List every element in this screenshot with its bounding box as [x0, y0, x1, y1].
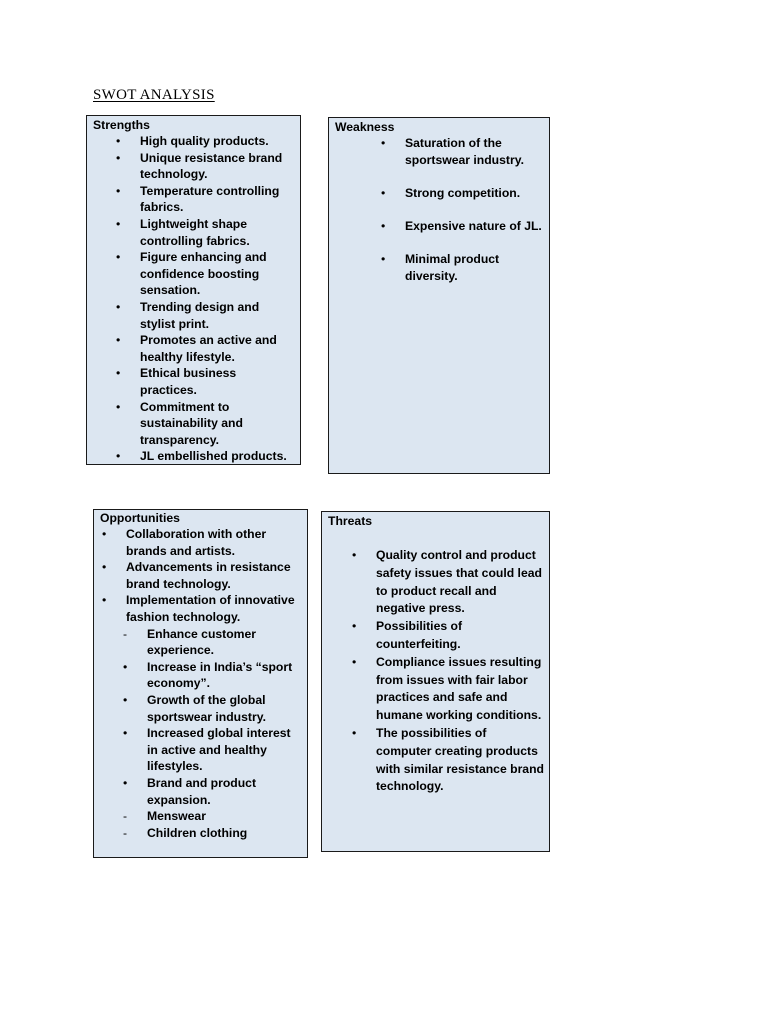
list-item-text: Increase in India’s “sport economy”.: [147, 659, 293, 691]
bullet-marker: •: [123, 775, 128, 790]
bullet-marker: -: [123, 809, 128, 824]
list-item-text: Commitment to sustainability and transparency.: [140, 399, 243, 447]
bullet-marker: •: [116, 216, 121, 231]
bullet-marker: •: [381, 136, 386, 150]
bullet-marker: •: [116, 399, 121, 414]
list-item-text: High quality products.: [140, 134, 269, 148]
list-item: [100, 692, 303, 725]
list-item-text: Figure enhancing and confidence boosting sensation.: [140, 250, 267, 298]
list-item-text: Expensive nature of JL.: [405, 218, 542, 233]
opportunities-list: [100, 526, 303, 841]
list-item-text: Minimal product diversity.: [405, 252, 500, 283]
bullet-marker: •: [116, 150, 121, 165]
list-item-text: Brand and product expansion.: [147, 775, 257, 807]
list-item-text: Growth of the global sportswear industry.: [147, 692, 266, 724]
list-item-text: Compliance issues resulting from issues with fair labor practices and safe and humane working conditions.: [376, 654, 542, 723]
list-item-text: Increased global interest in active and healthy lifestyles.: [147, 726, 291, 774]
list-item-text: Temperature controlling fabrics.: [140, 183, 280, 215]
list-item-text: The possibilities of computer creating products with similar resistance brand technology.: [376, 725, 544, 794]
list-item-text: Menswear: [147, 809, 206, 824]
list-item: [93, 332, 296, 365]
list-item-text: Promotes an active and healthy lifestyle.: [140, 333, 277, 364]
bullet-marker: •: [102, 527, 107, 541]
list-item-text: Possibilities of counterfeiting.: [376, 619, 463, 651]
list-item-text: Quality control and product safety issues that could lead to product recall and negative press.: [376, 548, 542, 616]
bullet-marker: •: [123, 726, 128, 741]
bullet-marker: •: [123, 692, 128, 707]
list-item: [100, 725, 303, 775]
bullet-marker: •: [352, 619, 357, 634]
list-item: [100, 825, 303, 842]
strengths-list: [93, 133, 296, 465]
bullet-marker: •: [123, 659, 128, 674]
list-item: [335, 135, 545, 168]
list-item-text: Ethical business practices.: [140, 366, 237, 397]
list-item-text: Enhance customer experience.: [147, 626, 257, 658]
list-item: [100, 626, 303, 659]
list-item-text: Children clothing: [147, 825, 248, 840]
list-item-text: Advancements in resistance brand technology.: [126, 560, 291, 591]
bullet-marker: •: [116, 333, 121, 348]
threats-heading: Threats: [328, 514, 373, 528]
list-item-text: JL embellished products.: [140, 449, 287, 464]
list-item-text: Lightweight shape controlling fabrics.: [140, 216, 250, 248]
threats-box: [321, 511, 550, 852]
weakness-box: [328, 117, 550, 474]
bullet-marker: •: [381, 185, 386, 200]
list-item: [93, 365, 296, 398]
list-item: [100, 592, 303, 625]
list-item-text: Saturation of the sportswear industry.: [405, 136, 524, 167]
list-item-text: Strong competition.: [405, 185, 521, 200]
bullet-marker: •: [116, 250, 121, 265]
list-item: [93, 399, 296, 449]
list-item: [328, 725, 545, 796]
bullet-marker: -: [123, 825, 128, 840]
bullet-marker: •: [352, 725, 357, 740]
bullet-marker: •: [116, 134, 121, 148]
list-item: [93, 249, 296, 299]
list-item: [328, 654, 545, 725]
bullet-marker: •: [116, 299, 121, 314]
list-item: [93, 133, 296, 150]
list-item: [100, 808, 303, 825]
list-item: [100, 526, 303, 559]
threats-list: [328, 547, 545, 796]
list-item: [93, 183, 296, 216]
bullet-marker: •: [102, 593, 107, 608]
list-item-text: Collaboration with other brands and artists.: [126, 527, 267, 558]
list-item: [335, 185, 545, 202]
bullet-marker: •: [352, 548, 357, 562]
list-item: [100, 559, 303, 592]
bullet-marker: •: [381, 252, 386, 267]
weakness-list: [335, 135, 545, 284]
page-title: SWOT ANALYSIS: [93, 87, 215, 103]
opportunities-heading: Opportunities: [100, 511, 180, 525]
bullet-marker: •: [116, 449, 121, 464]
list-item: [100, 775, 303, 808]
list-item: [93, 448, 296, 465]
weakness-heading: Weakness: [335, 120, 395, 134]
list-item: [328, 547, 545, 618]
bullet-marker: •: [116, 183, 121, 198]
list-item-text: Unique resistance brand technology.: [140, 150, 283, 182]
list-item: [328, 618, 545, 654]
list-item-text: Trending design and stylist print.: [140, 299, 260, 331]
bullet-marker: -: [123, 626, 128, 641]
bullet-marker: •: [381, 218, 386, 233]
opportunities-box: [93, 509, 308, 858]
list-item: [93, 216, 296, 249]
list-item: [335, 251, 545, 284]
list-item-text: Implementation of innovative fashion technology.: [126, 593, 295, 624]
bullet-marker: •: [352, 654, 357, 669]
list-item: [93, 299, 296, 332]
list-item: [100, 659, 303, 692]
strengths-box: [86, 115, 301, 465]
strengths-heading: Strengths: [93, 118, 150, 132]
list-item: [93, 150, 296, 183]
bullet-marker: •: [116, 366, 121, 381]
list-item: [335, 218, 545, 235]
bullet-marker: •: [102, 560, 107, 575]
